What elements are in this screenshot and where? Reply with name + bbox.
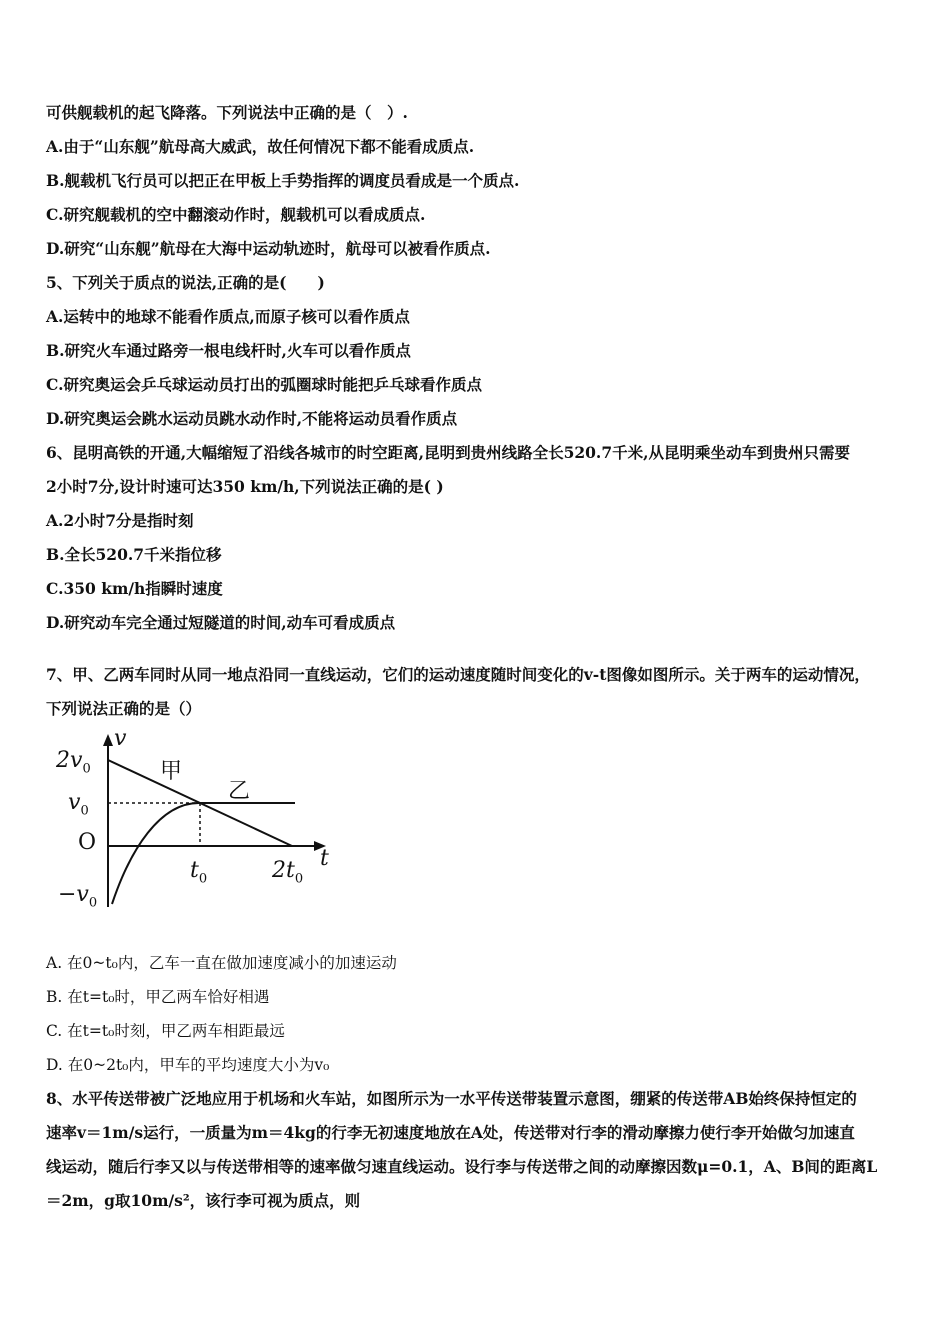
label-2v0: $2v_0$: [56, 748, 91, 777]
q7-stem-line1: 7、甲、乙两车同时从同一地点沿同一直线运动，它们的运动速度随时间变化的v-t图像如图所示。关于两车的运动情况，: [46, 665, 870, 684]
q6-option-a: A.2小时7分是指时刻: [46, 511, 194, 530]
label-t-axis: t: [320, 846, 329, 871]
q6-option-d: D.研究动车完全通过短隧道的时间,动车可看成质点: [46, 613, 396, 632]
label-origin: O: [78, 830, 97, 855]
q4-option-c: C.研究舰载机的空中翻滚动作时，舰载机可以看成质点.: [46, 205, 426, 224]
q5-option-a: A.运转中的地球不能看作质点,而原子核可以看作质点: [46, 307, 410, 326]
label-jia: 甲: [160, 759, 183, 784]
q8-line3: 线运动，随后行李又以与传送带相等的速率做匀速直线运动。设行李与传送带之间的动摩擦因数μ=0.1，A、B间的距离L: [46, 1157, 878, 1176]
q6-option-c: C.350 km/h指瞬时速度: [46, 579, 223, 598]
label-v0: $v_0$: [68, 790, 89, 819]
label-v-axis: v: [114, 726, 127, 751]
q7-option-c: C. 在t=t₀时刻，甲乙两车相距最远: [46, 1022, 285, 1040]
q5-option-b: B.研究火车通过路旁一根电线杆时,火车可以看作质点: [46, 341, 411, 360]
vt-graph: [50, 726, 350, 932]
q8-line1: 8、水平传送带被广泛地应用于机场和火车站，如图所示为一水平传送带装置示意图，绷紧的传送带AB始终保持恒定的: [46, 1089, 857, 1108]
label-yi: 乙: [228, 779, 251, 804]
q6-stem-line2: 2小时7分,设计时速可达350 km/h,下列说法正确的是( ): [46, 477, 444, 496]
curve-yi: [112, 803, 200, 904]
label-neg-v0: $-v_0$: [58, 882, 98, 911]
q8-line2: 速率v＝1m/s运行，一质量为m＝4kg的行李无初速度地放在A处，传送带对行李的滑动摩擦力使行李开始做匀加速直: [46, 1123, 855, 1142]
q5-option-d: D.研究奥运会跳水运动员跳水动作时,不能将运动员看作质点: [46, 409, 458, 428]
q6-stem-line1: 6、昆明高铁的开通,大幅缩短了沿线各城市的时空距离,昆明到贵州线路全长520.7千米,从昆明乘坐动车到贵州只需要: [46, 443, 851, 462]
label-t0: $t_0$: [190, 858, 208, 887]
q7-option-b: B. 在t=t₀时，甲乙两车恰好相遇: [46, 988, 270, 1006]
q7-stem-line2: 下列说法正确的是（）: [46, 699, 202, 718]
q4-option-d: D.研究“山东舰”航母在大海中运动轨迹时，航母可以被看作质点.: [46, 239, 491, 258]
label-2t0: $2t_0$: [272, 858, 304, 887]
q7-option-a: A. 在0~t₀内，乙车一直在做加速度减小的加速运动: [46, 954, 397, 972]
q5-option-c: C.研究奥运会乒乓球运动员打出的弧圈球时能把乒乓球看作质点: [46, 375, 482, 394]
q4-option-b: B.舰载机飞行员可以把正在甲板上手势指挥的调度员看成是一个质点.: [46, 171, 520, 190]
q7-option-d: D. 在0~2t₀内，甲车的平均速度大小为v₀: [46, 1056, 330, 1074]
q5-stem: 5、下列关于质点的说法,正确的是( ): [46, 273, 325, 292]
q6-option-b: B.全长520.7千米指位移: [46, 545, 222, 564]
q4-option-a: A.由于“山东舰”航母高大威武，故任何情况下都不能看成质点.: [46, 137, 475, 156]
q4-stem-tail: 可供舰载机的起飞降落。下列说法中正确的是（ ）.: [46, 103, 408, 122]
q8-line4: ＝2m，g取10m/s²，该行李可视为质点，则: [46, 1191, 361, 1210]
v-axis-arrow: [103, 734, 113, 746]
question-page: [46, 96, 908, 1218]
